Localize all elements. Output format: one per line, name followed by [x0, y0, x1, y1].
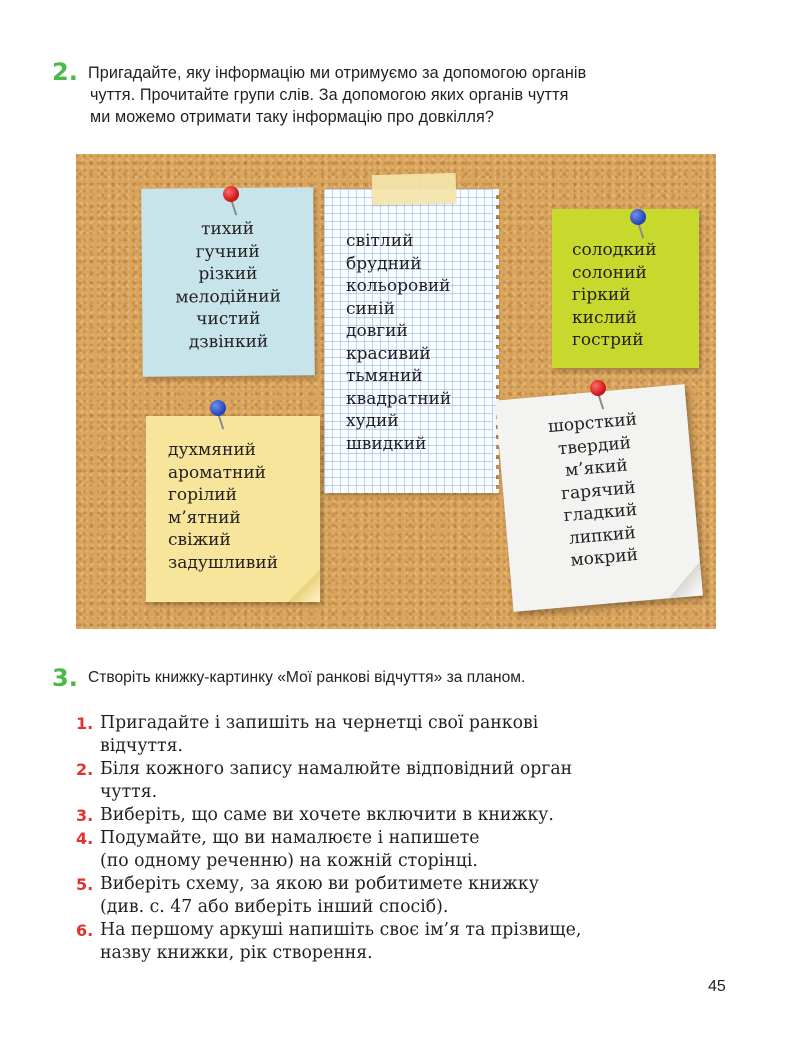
word: красивий — [346, 343, 431, 364]
word: худий — [346, 411, 399, 431]
step-6 — [76, 919, 716, 965]
word: дзвінкий — [188, 331, 269, 352]
step-3 — [76, 804, 716, 827]
task-2-number: 2. — [52, 58, 78, 86]
word: твердий — [557, 432, 632, 459]
tape-strip — [372, 173, 457, 205]
task-3-number: 3. — [52, 664, 78, 692]
step-number: 1. — [76, 714, 94, 733]
step-4 — [76, 827, 716, 873]
step-line: (по одному реченню) на кожній сторінці. — [100, 851, 478, 871]
word: кислий — [572, 307, 637, 328]
word: солодкий — [572, 240, 657, 260]
step-line: Виберіть схему, за якою ви робитимете книжку — [100, 874, 539, 894]
task-3-title: Створіть книжку-картинку «Мої ранкові відчуття» за планом. — [88, 669, 526, 686]
blue-pushpin-icon — [208, 400, 228, 432]
step-line: Подумайте, що ви намалюєте і напишете — [100, 828, 480, 848]
task-2-line: чуття. Прочитайте групи слів. За допомогою яких органів чуття — [90, 86, 569, 104]
word: м’ятний — [168, 507, 241, 528]
word: швидкий — [346, 433, 427, 454]
step-line: відчуття. — [100, 736, 184, 756]
word: різкий — [198, 263, 258, 285]
word: квадратний — [346, 388, 452, 409]
word: кольоровий — [346, 276, 451, 296]
word: гарячий — [560, 477, 637, 504]
word: горілий — [168, 485, 237, 505]
page-number: 45 — [708, 978, 726, 995]
step-line: На першому аркуші напишіть своє ім’я та прізвище, — [100, 920, 582, 940]
word: довгий — [346, 321, 408, 341]
cork-board — [76, 154, 716, 629]
task-2-line: ми можемо отримати таку інформацію про довкілля? — [90, 108, 494, 126]
word: задушливий — [168, 552, 279, 573]
step-line: Пригадайте і запишіть на чернетці свої ранкові — [100, 713, 539, 733]
word: світлий — [346, 231, 414, 251]
word: тьмяний — [346, 366, 423, 386]
step-line: Виберіть, що саме ви хочете включити в книжку. — [100, 805, 554, 825]
step-line: чуття. — [100, 782, 158, 802]
task-3-steps — [76, 712, 716, 965]
step-number: 4. — [76, 829, 94, 848]
step-number: 3. — [76, 806, 94, 825]
word: мелодійний — [175, 286, 281, 307]
blue-pushpin-icon — [628, 209, 648, 241]
note-sight — [324, 189, 496, 493]
note-smell — [146, 416, 320, 602]
word: синій — [346, 298, 395, 319]
red-pushpin-icon — [221, 186, 241, 218]
word: гіркий — [572, 285, 631, 305]
task-2-instructions — [88, 62, 728, 128]
step-1 — [76, 712, 716, 758]
step-5 — [76, 873, 716, 919]
word: шорсткий — [547, 409, 638, 438]
word: липкий — [568, 522, 637, 549]
step-number: 5. — [76, 875, 94, 894]
word: гострий — [572, 330, 644, 350]
word: духмяний — [168, 440, 256, 460]
word: тихий — [200, 218, 255, 240]
word: свіжий — [168, 530, 231, 550]
word: мокрий — [569, 544, 639, 571]
note-taste — [552, 209, 699, 368]
word: м’який — [564, 455, 629, 481]
step-number: 6. — [76, 921, 94, 940]
word: ароматний — [168, 462, 267, 483]
step-2 — [76, 758, 716, 804]
step-line: Біля кожного запису намалюйте відповідний орган — [100, 759, 573, 779]
word: гладкий — [562, 499, 638, 527]
step-line: (див. с. 47 або виберіть інший спосіб). — [100, 897, 449, 917]
red-pushpin-icon — [588, 380, 608, 412]
task-2-line: Пригадайте, яку інформацію ми отримуємо за допомогою органів — [88, 64, 587, 82]
note-touch — [495, 384, 703, 612]
word: чистий — [196, 308, 261, 330]
word: гучний — [195, 241, 260, 262]
step-line: назву книжки, рік створення. — [100, 943, 373, 963]
word: солоний — [572, 262, 647, 283]
word: брудний — [346, 253, 422, 274]
step-number: 2. — [76, 760, 94, 779]
